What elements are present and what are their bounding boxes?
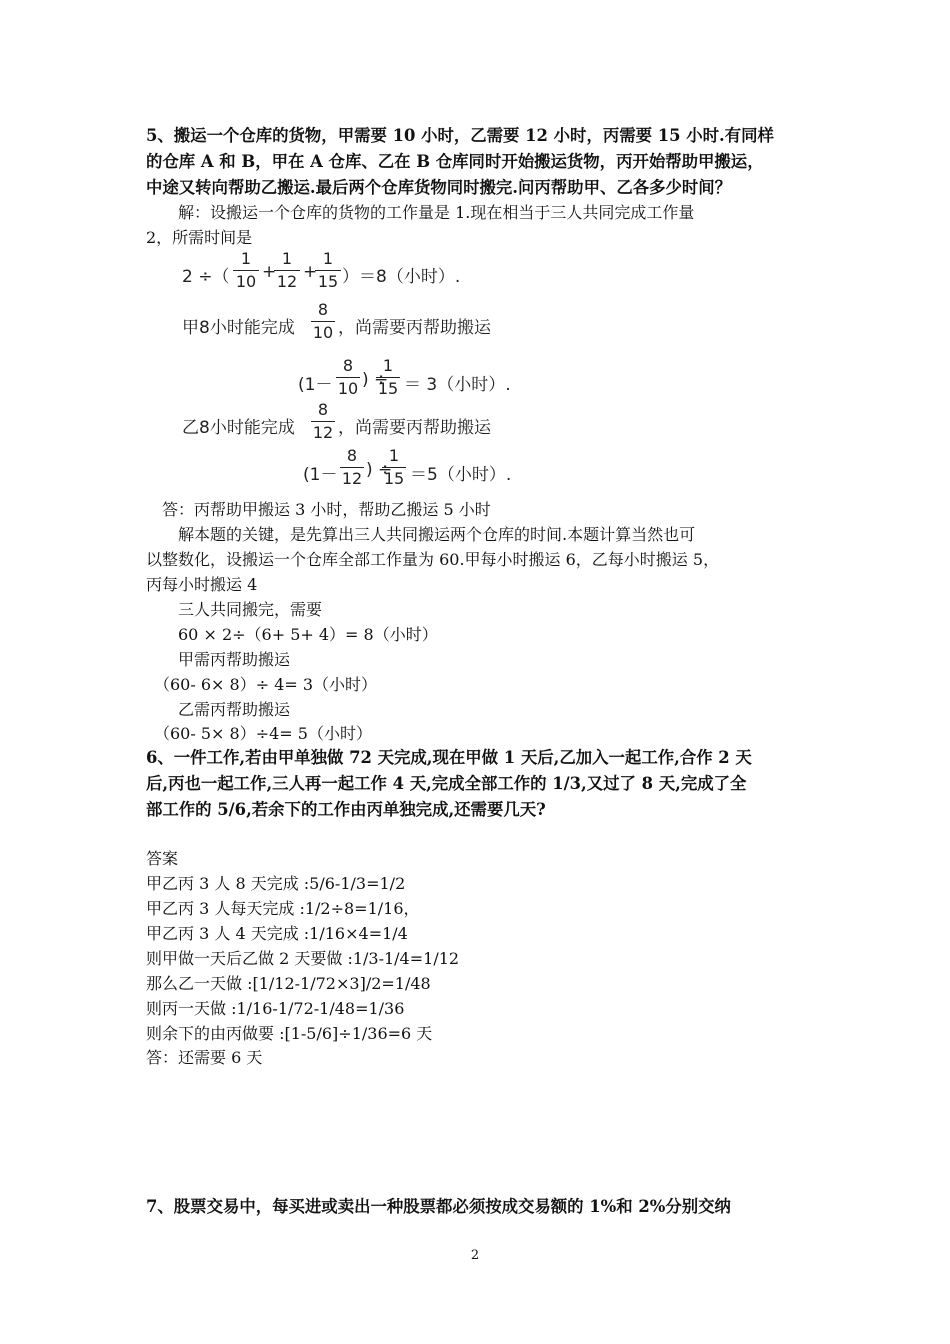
answer-line: 则余下的由丙做要 :[1-5/6]÷1/36=6 天 [146,1024,433,1043]
answer-line: 甲需丙帮助搬运 [146,650,291,669]
problem6-title-line: 部工作的 5/6,若余下的工作由丙单独完成,还需要几天? [146,800,546,819]
problem5-title-line: 5、搬运一个仓库的货物，甲需要 10 小时，乙需要 12 小时，丙需要 15 小时.有同样 [146,126,774,145]
solution-line: 2，所需时间是 [146,228,253,247]
fraction: 8 12 [312,400,334,442]
answer-line: 以整数化，设搬运一个仓库全部工作量为 60.甲每小时搬运 6，乙每小时搬运 5， [146,550,720,569]
fraction: 1 10 [233,249,259,292]
fraction: 8 12 [341,446,363,488]
answer-line: 甲乙丙 3 人 4 天完成 :1/16×4=1/4 [146,924,408,943]
answer-line: 答：还需要 6 天 [146,1048,263,1067]
answer-line: （60- 5× 8）÷4= 5（小时） [146,724,372,743]
fraction: 1 12 [274,249,300,292]
fraction: 8 10 [337,356,359,398]
fraction: 8 10 [312,300,334,342]
answer-line: 丙每小时搬运 4 [146,575,258,594]
solution-line: 解：设搬运一个仓库的货物的工作量是 1.现在相当于三人共同完成工作量 [146,203,695,222]
problem7-title-line: 7、股票交易中，每买进或卖出一种股票都必须按成交易额的 1%和 2%分别交纳 [146,1197,731,1216]
answer-line: 乙需丙帮助搬运 [146,700,291,719]
answer-line: 甲乙丙 3 人 8 天完成 :5/6-1/3=1/2 [146,874,406,893]
fraction: 1 15 [315,249,341,292]
answer-line: 则甲做一天后乙做 2 天要做 :1/3-1/4=1/12 [146,949,460,968]
problem5-title-line: 的仓库 A 和 B，甲在 A 仓库、乙在 B 仓库同时开始搬运货物，丙开始帮助甲搬运， [146,152,764,171]
answer-line: 答案 [146,849,179,868]
answer-line: 三人共同搬完，需要 [146,600,323,619]
answer-line: 则丙一天做 :1/16-1/72-1/48=1/36 [146,999,405,1018]
document-page: 5、搬运一个仓库的货物，甲需要 10 小时，乙需要 12 小时，丙需要 15 小时.有同样 的仓库 A 和 B，甲在 A 仓库、乙在 B 仓库同时开始搬运货物，丙开始帮助甲搬运， 中途又转向帮助乙搬运.最后两个仓库货物同时搬完.问丙帮助甲、乙各多少时间？ 解：设搬运一个仓库的货物的工作量是 1.现在相当于三人共同完成工作量 2，所需时间是 2 ÷（ 1 10 + 1 12 + 1 15 ）＝8（小时）. 甲8小时能完成 8 10 ，尚需要丙帮助搬运 (1－ 8 10 ) ÷ 1 15 ＝ 3（小时）. 乙8小时能完成 8 12 ，尚需要丙帮助搬运 (1－ 8 12 ) ÷ 1 15 ＝5（小时）. 答：丙帮助甲搬运 3 小时，帮助乙搬运 5 小时 解本题的关键，是先算出三人共同搬运两个仓库的时间.本题计算当然也可 以整数化，设搬运一个仓库全部工作量为 60.甲每小时搬运 6，乙每小时搬运 5， 丙每小时搬运 4 三人共同搬完，需要 60 × 2÷（6+ 5+ 4）= 8（小时） 甲需丙帮助搬运 （60- 6× 8）÷ 4= 3（小时） 乙需丙帮助搬运 （60- 5× 8）÷4= 5（小时） 6、一件工作,若由甲单独做 72 天完成,现在甲做 1 天后,乙加入一起工作,合作 2 天 后,丙也一起工作,三人再一起工作 4 天,完成全部工作的 1/3,又过了 8 天,完成了全 部工作的 5/6,若余下的工作由丙单独完成,还需要几天? 答案 甲乙丙 3 人 8 天完成 :5/6-1/3=1/2 甲乙丙 3 人每天完成 :1/2÷8=1/16， 甲乙丙 3 人 4 天完成 :1/16×4=1/4 则甲做一天后乙做 2 天要做 :1/3-1/4=1/12 那么乙一天做 :[1/12-1/72×3]/2=1/48 则丙一天做 :1/16-1/72-1/48=1/36 则余下的由丙做要 :[1-5/6]÷1/36=6 天 答：还需要 6 天 7、股票交易中，每买进或卖出一种股票都必须按成交易额的 1%和 2%分别交纳 2 [0,0,950,1344]
answer-line: 那么乙一天做 :[1/12-1/72×3]/2=1/48 [146,974,431,993]
answer-line: 答：丙帮助甲搬运 3 小时，帮助乙搬运 5 小时 [146,500,491,519]
answer-line: 60 × 2÷（6+ 5+ 4）= 8（小时） [146,625,438,644]
fraction: 1 15 [377,356,399,398]
answer-line: 解本题的关键，是先算出三人共同搬运两个仓库的时间.本题计算当然也可 [146,525,696,544]
answer-line: 甲乙丙 3 人每天完成 :1/2÷8=1/16， [146,899,420,918]
page-number: 2 [470,1248,480,1263]
answer-line: （60- 6× 8）÷ 4= 3（小时） [146,675,378,694]
problem5-title-line: 中途又转向帮助乙搬运.最后两个仓库货物同时搬完.问丙帮助甲、乙各多少时间？ [146,178,732,197]
problem6-title-line: 后,丙也一起工作,三人再一起工作 4 天,完成全部工作的 1/3,又过了 8 天,完成了全 [146,774,747,793]
problem6-title-line: 6、一件工作,若由甲单独做 72 天完成,现在甲做 1 天后,乙加入一起工作,合作 2 天 [146,748,752,767]
fraction: 1 15 [383,446,405,488]
